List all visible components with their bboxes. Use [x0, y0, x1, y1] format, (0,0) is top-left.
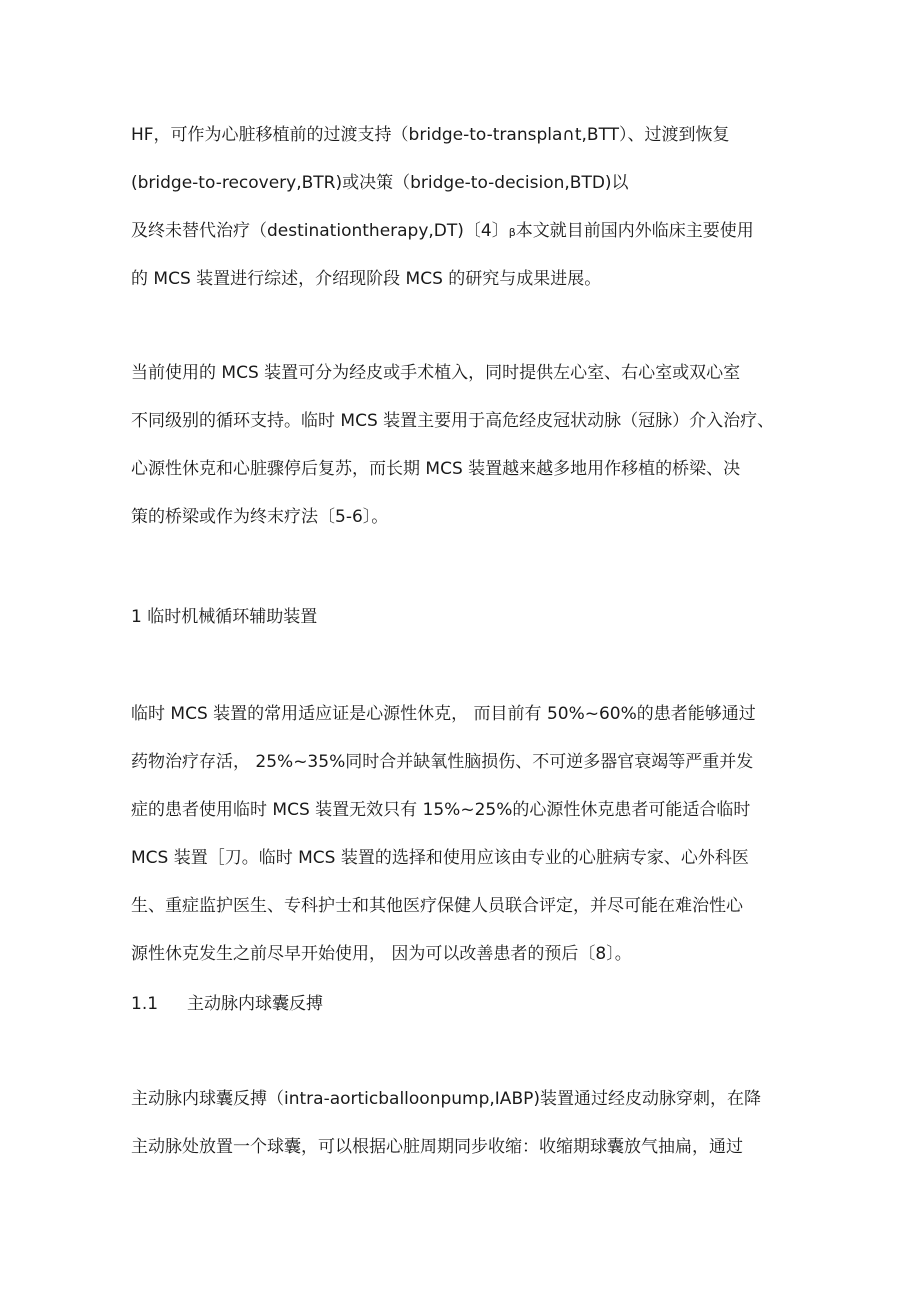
text-line: 生、重症监护医生、专科护士和其他医疗保健人员联合评定，并尽可能在难治性心	[131, 896, 743, 916]
text-line: 症的患者使用临时 MCS 装置无效只有 15%~25%的心源性休克患者可能适合临时	[131, 800, 751, 820]
heading-number: 1.1	[131, 994, 159, 1014]
text-run: 本文就目前国内外临床主要使用	[515, 221, 754, 241]
section-heading-1	[131, 603, 811, 651]
text-line: 不同级别的循环支持。临时 MCS 装置主要用于高危经皮冠状动脉（冠脉）介入治疗、	[131, 411, 775, 431]
text-line: MCS 装置［刀。临时 MCS 装置的选择和使用应该由专业的心脏病专家、心外科医	[131, 848, 749, 868]
section-heading-1-1	[131, 990, 811, 1038]
text-line: HF，可作为心脏移植前的过渡支持（bridge-to-transpla∩t,BTT）、过渡到恢复	[131, 125, 730, 145]
heading-title: 主动脉内球囊反搏	[187, 994, 323, 1014]
text-line: 源性休克发生之前尽早开始使用， 因为可以改善患者的预后〔8〕。	[131, 944, 632, 964]
paragraph-temporary-mcs	[131, 700, 811, 988]
text-line: (bridge-to-recovery,BTR)或决策（bridge-to-decision,BTD)以	[131, 173, 629, 193]
text-line: 临时 MCS 装置的常用适应证是心源性休克， 而目前有 50%~60%的患者能够通过	[131, 704, 756, 724]
text-line: 的 MCS 装置进行综述，介绍现阶段 MCS 的研究与成果进展。	[131, 269, 602, 289]
text-line	[131, 217, 811, 265]
text-line: 主动脉内球囊反搏（intra-aorticballoonpump,IABP)装置通过经皮动脉穿刺，在降	[131, 1089, 761, 1109]
paragraph-types	[131, 359, 811, 551]
subscript: β	[508, 226, 516, 239]
text-run: 及终未替代治疗（destinationtherapy,DT)〔4〕	[131, 221, 509, 241]
heading-line	[131, 990, 811, 1038]
heading-text: 1 临时机械循环辅助装置	[131, 607, 318, 627]
text-line: 主动脉处放置一个球囊，可以根据心脏周期同步收缩：收缩期球囊放气抽扁，通过	[131, 1137, 743, 1157]
text-line: 药物治疗存活， 25%~35%同时合并缺氧性脑损伤、不可逆多器官衰竭等严重并发	[131, 752, 754, 772]
paragraph-iabp	[131, 1085, 811, 1181]
text-line: 当前使用的 MCS 装置可分为经皮或手术植入，同时提供左心室、右心室或双心室	[131, 363, 741, 383]
text-line: 心源性休克和心脏骤停后复苏，而长期 MCS 装置越来越多地用作移植的桥梁、决	[131, 459, 741, 479]
text-line: 策的桥梁或作为终末疗法〔5-6〕。	[131, 507, 389, 527]
paragraph-intro	[131, 121, 811, 313]
